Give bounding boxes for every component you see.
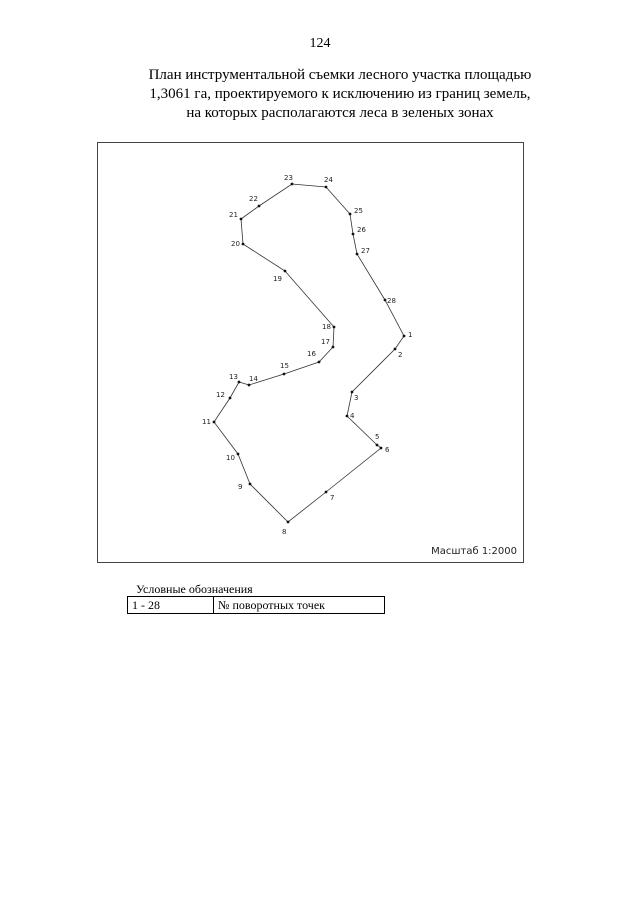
turning-point-24 [325, 186, 328, 189]
turning-point-label-5: 5 [375, 433, 380, 441]
turning-point-3 [351, 391, 354, 394]
turning-point-label-1: 1 [408, 331, 413, 339]
turning-point-17 [332, 346, 335, 349]
turning-point-label-28: 28 [387, 297, 396, 305]
turning-point-13 [238, 381, 241, 384]
turning-point-label-21: 21 [229, 211, 238, 219]
turning-point-19 [284, 270, 287, 273]
turning-point-label-10: 10 [226, 454, 235, 462]
turning-point-label-13: 13 [229, 373, 238, 381]
turning-point-label-14: 14 [249, 375, 258, 383]
turning-point-label-2: 2 [398, 351, 403, 359]
turning-point-20 [242, 243, 245, 246]
turning-point-23 [291, 183, 294, 186]
turning-point-21 [240, 218, 243, 221]
turning-point-5 [376, 444, 379, 447]
turning-point-7 [325, 491, 328, 494]
turning-point-label-26: 26 [357, 226, 366, 234]
turning-point-label-11: 11 [202, 418, 211, 426]
title-line-3: на которых располагаются леса в зеленых зонах [186, 105, 494, 121]
turning-point-label-15: 15 [280, 362, 289, 370]
turning-point-6 [380, 447, 383, 450]
turning-point-label-17: 17 [321, 338, 330, 346]
turning-point-27 [356, 253, 359, 256]
legend-description-cell: № поворотных точек [218, 597, 325, 612]
scale-label: Масштаб 1:2000 [431, 546, 517, 557]
turning-point-label-22: 22 [249, 195, 258, 203]
title-line-2: 1,3061 га, проектируемого к исключению из границ земель, [149, 86, 531, 102]
turning-point-9 [249, 483, 252, 486]
page-number: 124 [309, 36, 331, 51]
turning-point-label-25: 25 [354, 207, 363, 215]
turning-point-label-4: 4 [350, 412, 355, 420]
turning-point-11 [213, 421, 216, 424]
title-line-1: План инструментальной съемки лесного участка площадью [148, 67, 532, 83]
turning-point-label-12: 12 [216, 391, 225, 399]
legend-range-cell: 1 - 28 [128, 597, 214, 613]
turning-point-label-7: 7 [330, 494, 335, 502]
turning-points [202, 174, 412, 536]
turning-point-12 [229, 397, 232, 400]
turning-point-label-3: 3 [354, 394, 359, 402]
turning-point-2 [394, 348, 397, 351]
plan-drawing [97, 142, 524, 563]
turning-point-15 [283, 373, 286, 376]
turning-point-label-19: 19 [273, 275, 282, 283]
turning-point-26 [352, 233, 355, 236]
turning-point-label-8: 8 [282, 528, 287, 536]
turning-point-label-16: 16 [307, 350, 316, 358]
document-title [80, 66, 600, 123]
turning-point-16 [318, 361, 321, 364]
turning-point-label-23: 23 [284, 174, 293, 182]
turning-point-25 [349, 213, 352, 216]
turning-point-14 [248, 384, 251, 387]
turning-point-label-18: 18 [322, 323, 331, 331]
legend-table [127, 596, 385, 614]
turning-point-label-9: 9 [238, 483, 243, 491]
turning-point-1 [403, 335, 406, 338]
survey-plan [97, 142, 524, 563]
turning-point-18 [333, 326, 336, 329]
legend-title: Условные обозначения [136, 582, 253, 596]
turning-point-label-6: 6 [385, 446, 390, 454]
turning-point-28 [384, 299, 387, 302]
turning-point-label-27: 27 [361, 247, 370, 255]
turning-point-22 [258, 205, 261, 208]
turning-point-label-20: 20 [231, 240, 240, 248]
turning-point-label-24: 24 [324, 176, 333, 184]
turning-point-10 [237, 453, 240, 456]
turning-point-8 [287, 521, 290, 524]
turning-point-4 [346, 415, 349, 418]
